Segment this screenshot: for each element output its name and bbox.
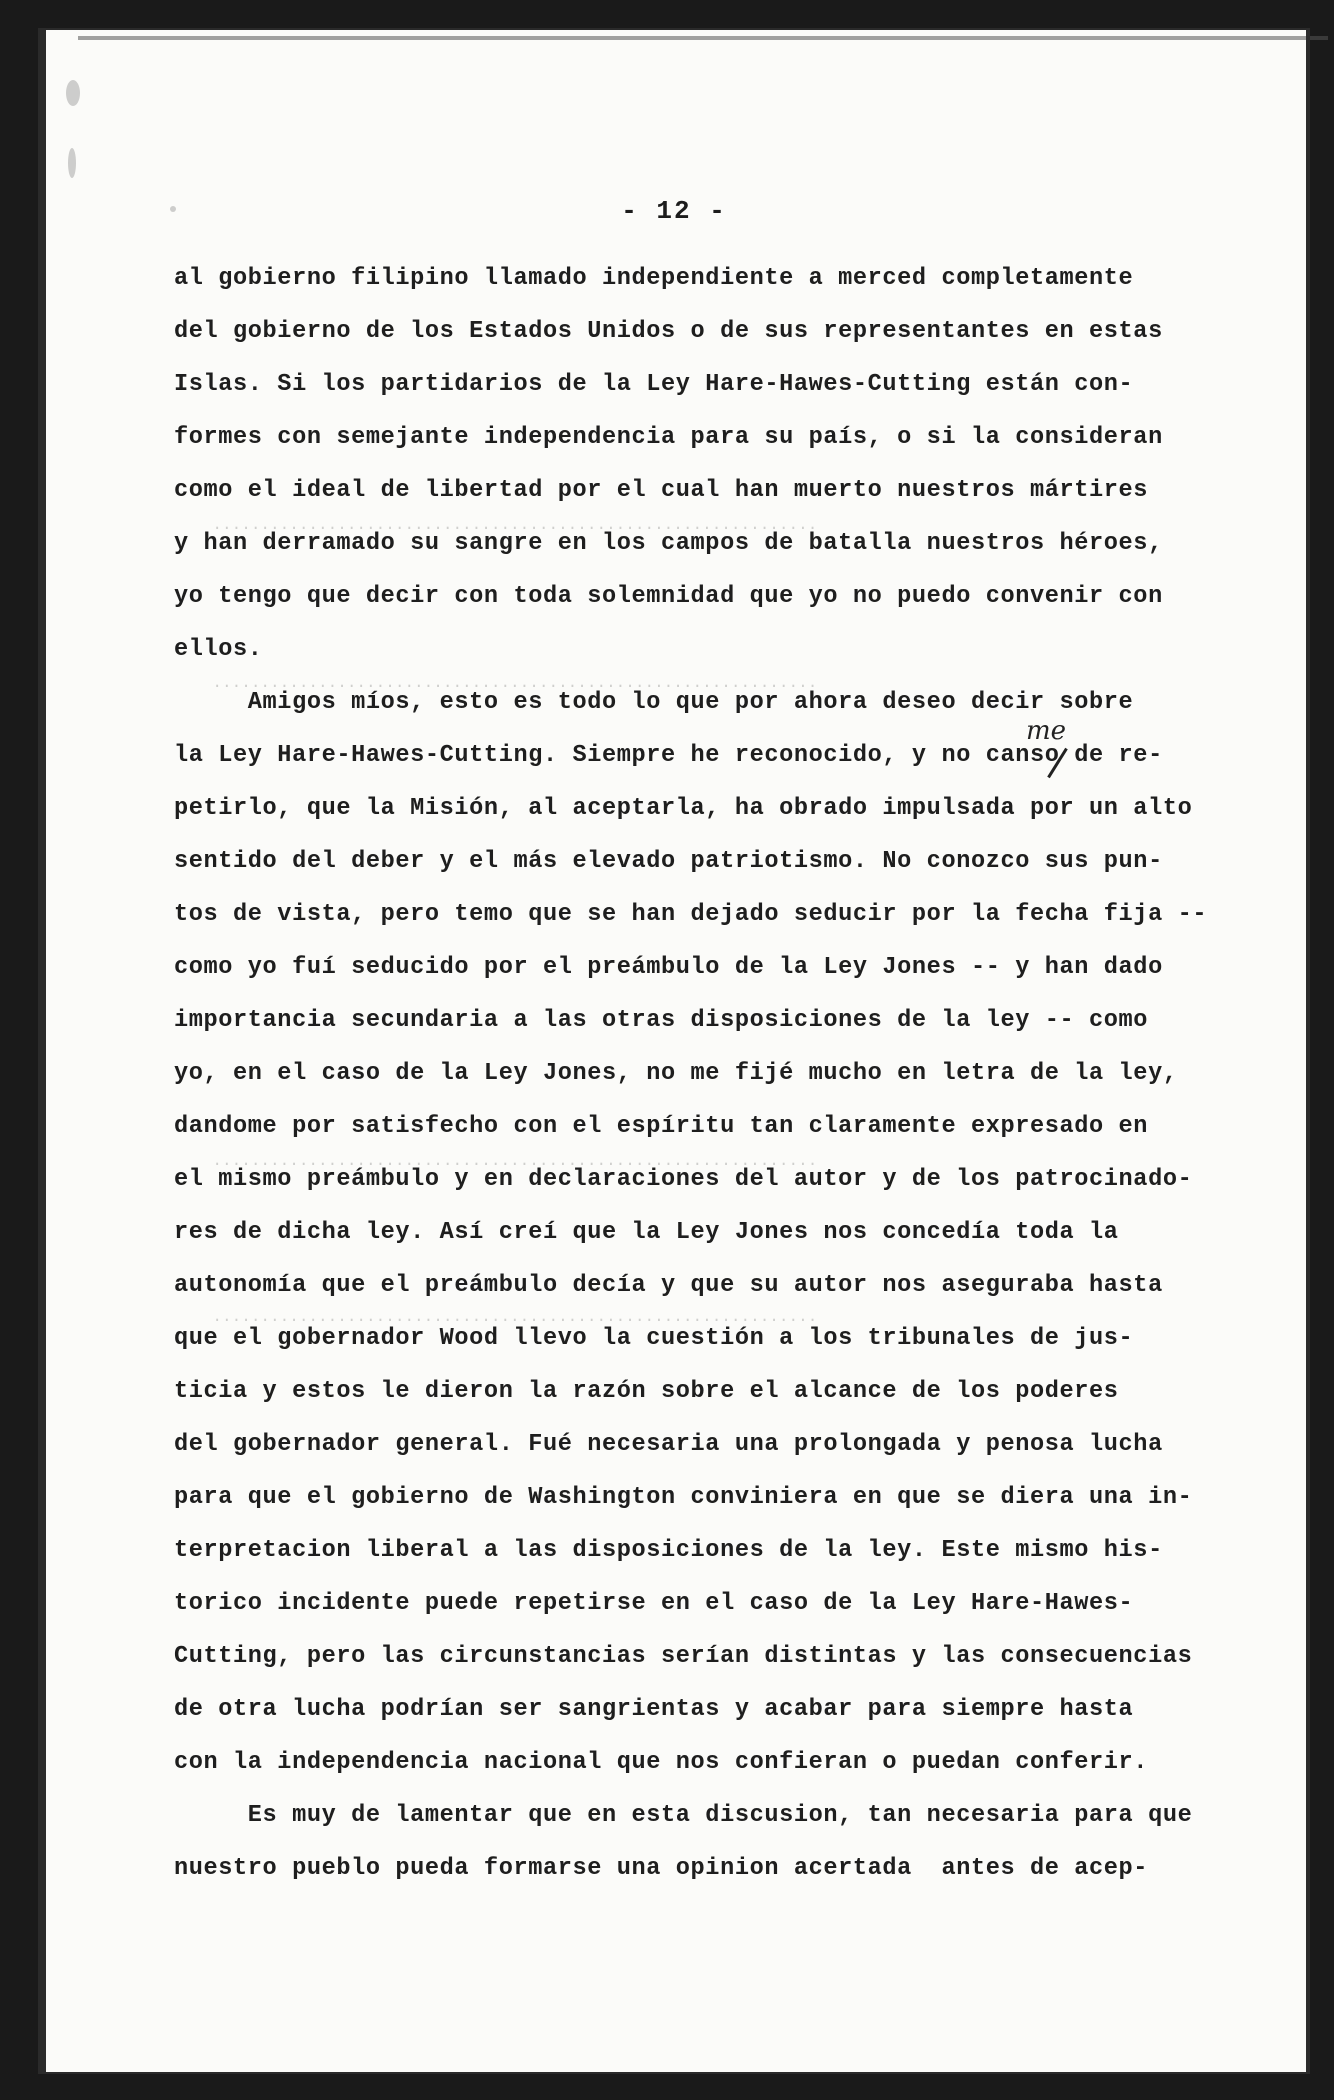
text-line: torico incidente puede repetirse en el caso de la Ley Hare-Hawes-	[174, 1590, 1134, 1617]
text-line: del gobernador general. Fué necesaria una prolongada y penosa lucha	[174, 1431, 1163, 1458]
text-line: Islas. Si los partidarios de la Ley Hare-Hawes-Cutting están con-	[174, 371, 1134, 398]
text-line: y han derramado su sangre en los campos de batalla nuestros héroes,	[174, 530, 1163, 557]
text-line: Cutting, pero las circunstancias serían distintas y las consecuencias	[174, 1643, 1193, 1670]
show-through-text: ...............................................................	[174, 1152, 818, 1170]
text-line: con la independencia nacional que nos confieran o puedan conferir.	[174, 1749, 1149, 1776]
document-page	[38, 28, 1310, 2074]
smudge-mark	[66, 80, 80, 106]
top-edge-rule	[78, 36, 1328, 40]
show-through-text: ...............................................................	[174, 674, 818, 692]
text-line: de otra lucha podrían ser sangrientas y acabar para siempre hasta	[174, 1696, 1134, 1723]
text-line: el mismo preámbulo y en declaraciones del autor y de los patrocinado-	[174, 1166, 1193, 1193]
left-page-edge	[40, 28, 46, 2074]
text-line: al gobierno filipino llamado independiente a merced completamente	[174, 265, 1134, 292]
page-number: - 12 -	[621, 196, 727, 226]
show-through-text: ...............................................................	[174, 516, 818, 534]
text-line: Amigos míos, esto es todo lo que por ahora deseo decir sobre	[174, 689, 1134, 716]
text-line: Es muy de lamentar que en esta discusion, tan necesaria para que	[174, 1802, 1193, 1829]
text-line: importancia secundaria a las otras disposiciones de la ley -- como	[174, 1007, 1149, 1034]
text-line: autonomía que el preámbulo decía y que su autor nos aseguraba hasta	[174, 1272, 1163, 1299]
text-line: como yo fuí seducido por el preámbulo de la Ley Jones -- y han dado	[174, 954, 1163, 981]
text-line: del gobierno de los Estados Unidos o de sus representantes en estas	[174, 318, 1163, 345]
text-line: como el ideal de libertad por el cual han muerto nuestros mártires	[174, 477, 1149, 504]
text-line: petirlo, que la Misión, al aceptarla, ha obrado impulsada por un alto	[174, 795, 1193, 822]
text-line: terpretacion liberal a las disposiciones de la ley. Este mismo his-	[174, 1537, 1163, 1564]
text-line: ellos.	[174, 636, 263, 663]
text-line: tos de vista, pero temo que se han dejado seducir por la fecha fija --	[174, 901, 1208, 928]
text-line: sentido del deber y el más elevado patriotismo. No conozco sus pun-	[174, 848, 1163, 875]
handwritten-insert: me	[1026, 716, 1067, 746]
text-line: nuestro pueblo pueda formarse una opinion acertada antes de acep-	[174, 1855, 1149, 1882]
right-page-edge	[1306, 28, 1310, 2074]
text-line: yo, en el caso de la Ley Jones, no me fijé mucho en letra de la ley,	[174, 1060, 1178, 1087]
text-line: la Ley Hare-Hawes-Cutting. Siempre he reconocido, y no canso de re-	[174, 742, 1163, 769]
show-through-text: ...............................................................	[174, 1308, 818, 1326]
text-line: que el gobernador Wood llevo la cuestión a los tribunales de jus-	[174, 1325, 1134, 1352]
text-line: yo tengo que decir con toda solemnidad que yo no puedo convenir con	[174, 583, 1163, 610]
text-line: res de dicha ley. Así creí que la Ley Jones nos concedía toda la	[174, 1219, 1119, 1246]
smudge-mark	[68, 148, 76, 178]
text-line: para que el gobierno de Washington conviniera en que se diera una in-	[174, 1484, 1193, 1511]
text-line: dandome por satisfecho con el espíritu tan claramente expresado en	[174, 1113, 1149, 1140]
text-line: ticia y estos le dieron la razón sobre el alcance de los poderes	[174, 1378, 1119, 1405]
text-line: formes con semejante independencia para su país, o si la consideran	[174, 424, 1163, 451]
